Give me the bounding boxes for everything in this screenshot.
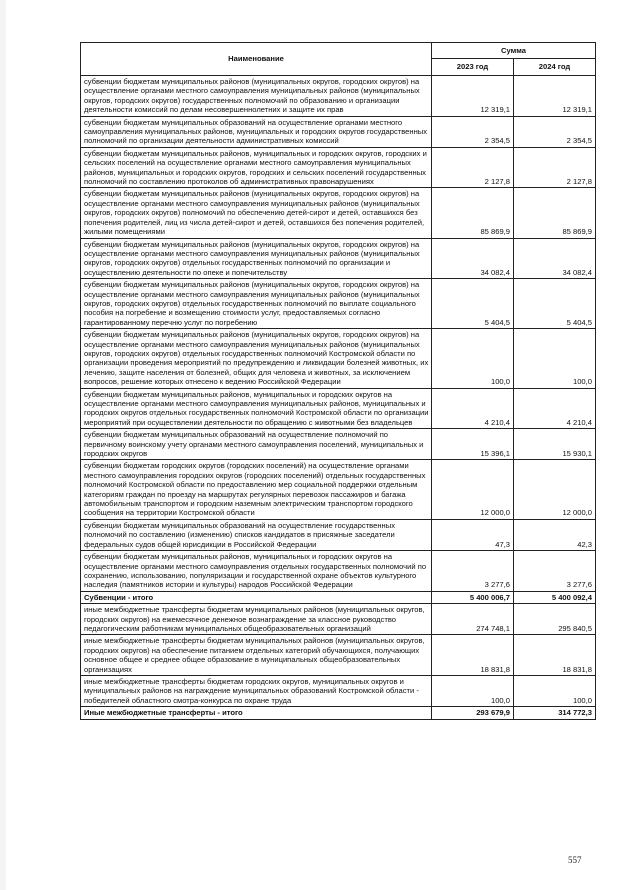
row-value-2023: 85 869,9	[432, 188, 514, 238]
header-sum: Сумма	[432, 43, 596, 59]
scan-margin	[0, 0, 6, 890]
row-value-2023: 47,3	[432, 519, 514, 550]
row-value-2024: 12 000,0	[514, 460, 596, 519]
row-value-2024: 100,0	[514, 329, 596, 388]
row-value-2023: 100,0	[432, 329, 514, 388]
row-value-2024: 314 772,3	[514, 707, 596, 719]
row-name-cell: иные межбюджетные трансферты бюджетам городских округов, муниципальных округов и муниципальных районов на награждение муниципальных образований Костромской области - победителей областного смотра-конкурса по охране труда	[81, 675, 432, 706]
row-name-cell: Субвенции - итого	[81, 591, 432, 603]
row-value-2024: 3 277,6	[514, 551, 596, 592]
budget-table	[80, 42, 596, 720]
table-row	[81, 147, 596, 188]
row-name-cell: Иные межбюджетные трансферты - итого	[81, 707, 432, 719]
row-value-2023: 12 000,0	[432, 460, 514, 519]
row-value-2024: 42,3	[514, 519, 596, 550]
row-value-2023: 34 082,4	[432, 238, 514, 279]
row-value-2023: 4 210,4	[432, 388, 514, 429]
table-row	[81, 329, 596, 388]
row-value-2024: 34 082,4	[514, 238, 596, 279]
row-value-2024: 18 831,8	[514, 635, 596, 676]
row-value-2023: 274 748,1	[432, 604, 514, 635]
row-name-cell: субвенции бюджетам муниципальных районов (муниципальных округов, городских округов) на осуществление органами местного самоуправления муниципальных районов (муниципальных округов, городских округов) государственных полномочий по образованию и организации деятельности комиссий по делам несовершеннолетних и защите их прав	[81, 76, 432, 117]
header-year-2024: 2024 год	[514, 59, 596, 76]
table-header-row	[81, 43, 596, 59]
table-row	[81, 188, 596, 238]
row-value-2023: 2 127,8	[432, 147, 514, 188]
row-name-cell: субвенции бюджетам муниципальных образований на осуществление органами местного самоуправления муниципальных районов, муниципальных и городских округов государственных полномочий по организации деятельности административных комиссий	[81, 116, 432, 147]
table-row	[81, 519, 596, 550]
row-value-2023: 100,0	[432, 675, 514, 706]
row-name-cell: субвенции бюджетам городских округов (городских поселений) на осуществление органами местного самоуправления городских округов (городских поселений) отдельных государственных полномочий Костромской области по предоставлению мер социальной поддержки отдельным категориям граждан по проезду на маршрутах регулярных перевозок пассажиров и багажа автомобильным транспортом и городским наземным электрическим транспортом городского сообщения на территории Костромской области	[81, 460, 432, 519]
table-row	[81, 675, 596, 706]
row-value-2023: 12 319,1	[432, 76, 514, 117]
table-row	[81, 429, 596, 460]
row-name-cell: субвенции бюджетам муниципальных районов, муниципальных и городских округов на осуществление органами местного самоуправления муниципальных районов, муниципальных и городских округов отдельных государственных полномочий Костромской области по организации мероприятий при осуществлении деятельности по обращению с животными без владельцев	[81, 388, 432, 429]
header-year-2023: 2023 год	[432, 59, 514, 76]
row-name-cell: субвенции бюджетам муниципальных образований на осуществление полномочий по первичному воинскому учету органами местного самоуправления поселений, муниципальных и городских округов	[81, 429, 432, 460]
row-value-2024: 15 930,1	[514, 429, 596, 460]
row-name-cell: субвенции бюджетам муниципальных районов (муниципальных округов, городских округов) на осуществление органами местного самоуправления муниципальных районов (муниципальных округов, городских округов) отдельных государственных полномочий по организации и осуществлению деятельности по опеке и попечительству	[81, 238, 432, 279]
row-value-2024: 85 869,9	[514, 188, 596, 238]
table-row	[81, 76, 596, 117]
table-total-row	[81, 591, 596, 603]
row-value-2024: 4 210,4	[514, 388, 596, 429]
table-row	[81, 551, 596, 592]
row-value-2024: 2 127,8	[514, 147, 596, 188]
row-value-2024: 12 319,1	[514, 76, 596, 117]
table-row	[81, 238, 596, 279]
table-row	[81, 279, 596, 329]
row-value-2023: 2 354,5	[432, 116, 514, 147]
row-value-2023: 3 277,6	[432, 551, 514, 592]
table-row	[81, 388, 596, 429]
row-name-cell: субвенции бюджетам муниципальных районов (муниципальных округов, городских округов) на осуществление органами местного самоуправления муниципальных районов (муниципальных округов, городских округов) полномочий по обеспечению детей-сирот и детей, оставшихся без попечения родителей, лиц из числа детей-сирот и детей, оставшихся без попечения родителей, жилыми помещениями	[81, 188, 432, 238]
row-value-2024: 2 354,5	[514, 116, 596, 147]
row-value-2023: 18 831,8	[432, 635, 514, 676]
row-value-2024: 295 840,5	[514, 604, 596, 635]
header-name: Наименование	[81, 43, 432, 76]
row-value-2023: 5 404,5	[432, 279, 514, 329]
row-name-cell: субвенции бюджетам муниципальных районов, муниципальных и городских округов, городских и сельских поселений на осуществление органами местного самоуправления муниципальных районов, муниципальных и городских округов, городских и сельских поселений государственных полномочий по составлению протоколов об административных правонарушениях	[81, 147, 432, 188]
row-name-cell: субвенции бюджетам муниципальных районов (муниципальных округов, городских округов) на осуществление органами местного самоуправления муниципальных районов (муниципальных округов, городских округов) отдельных государственных полномочий по выплате социального пособия на погребение и возмещению стоимости услуг, предоставляемых согласно гарантированному перечню услуг по погребению	[81, 279, 432, 329]
row-name-cell: субвенции бюджетам муниципальных образований на осуществление государственных полномочий по составлению (изменению) списков кандидатов в присяжные заседатели федеральных судов общей юрисдикции в Российской Федерации	[81, 519, 432, 550]
row-value-2023: 5 400 006,7	[432, 591, 514, 603]
table-row	[81, 604, 596, 635]
table-row	[81, 635, 596, 676]
row-value-2023: 15 396,1	[432, 429, 514, 460]
table-total-row	[81, 707, 596, 719]
row-name-cell: субвенции бюджетам муниципальных районов (муниципальных округов, городских округов) на осуществление органами местного самоуправления муниципальных районов (муниципальных округов, городских округов) отдельных государственных полномочий Костромской области по организации проведения мероприятий по предупреждению и ликвидации болезней животных, их лечению, защите населения от болезней, общих для человека и животных, за исключением вопросов, решение которых отнесено к ведению Российской Федерации	[81, 329, 432, 388]
budget-table-container	[80, 42, 595, 720]
table-row	[81, 460, 596, 519]
row-name-cell: иные межбюджетные трансферты бюджетам муниципальных районов (муниципальных округов, городских округов) на ежемесячное денежное вознаграждение за классное руководство педагогическим работникам муниципальных общеобразовательных организаций	[81, 604, 432, 635]
row-value-2024: 5 400 092,4	[514, 591, 596, 603]
row-name-cell: иные межбюджетные трансферты бюджетам муниципальных районов (муниципальных округов, городских округов) на обеспечение питанием отдельных категорий обучающихся, получающих основное общее и среднее общее образование в муниципальных общеобразовательных организациях	[81, 635, 432, 676]
table-row	[81, 116, 596, 147]
page-number: 557	[568, 855, 582, 865]
row-value-2023: 293 679,9	[432, 707, 514, 719]
row-name-cell: субвенции бюджетам муниципальных районов, муниципальных и городских округов на осуществление органами местного самоуправления отдельных государственных полномочий по сохранению, использованию, популяризации и государственной охране объектов культурного наследия (памятников истории и культуры) народов Российской Федерации	[81, 551, 432, 592]
table-body	[81, 76, 596, 720]
row-value-2024: 100,0	[514, 675, 596, 706]
row-value-2024: 5 404,5	[514, 279, 596, 329]
